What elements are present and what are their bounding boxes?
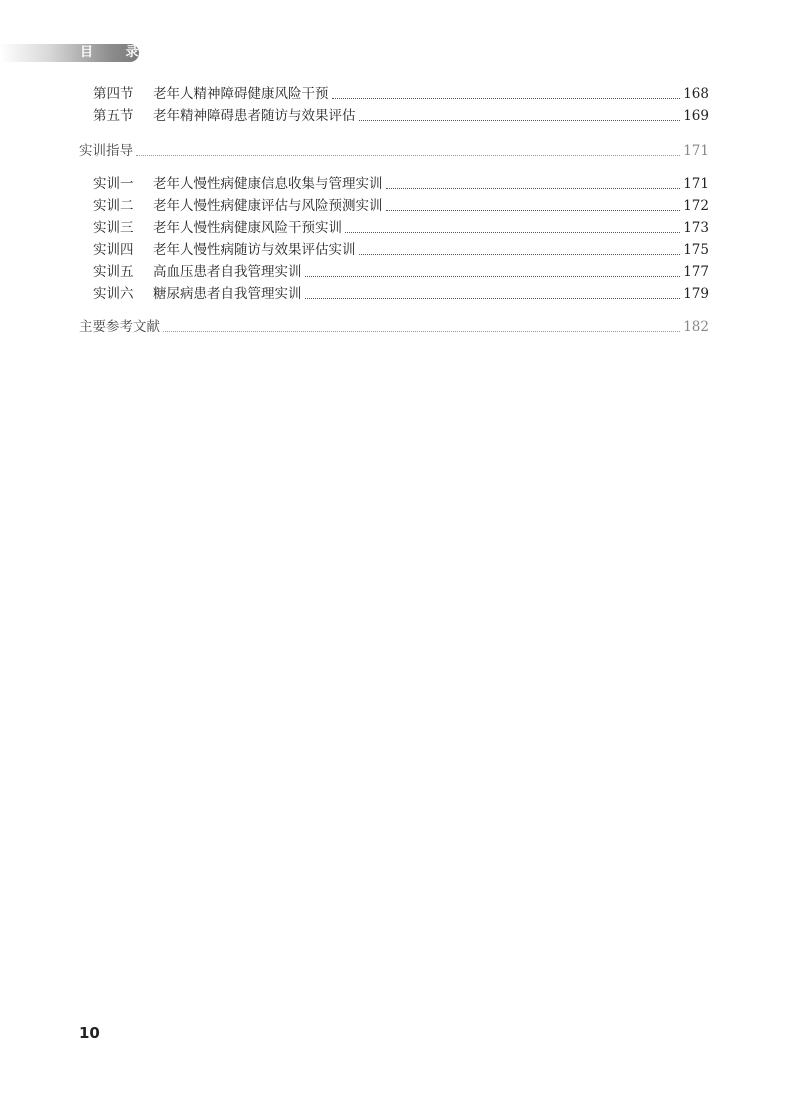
page-number: 10	[79, 1024, 100, 1042]
toc-entry-page: 179	[683, 286, 709, 302]
toc-entry-number: 实训三	[93, 220, 134, 236]
toc-entry-title: 老年人慢性病随访与效果评估实训	[153, 242, 356, 258]
leader-dots	[305, 275, 681, 277]
toc-entry-number: 第四节	[93, 86, 134, 102]
toc-entry-number: 实训四	[93, 242, 134, 258]
toc-entry-title: 糖尿病患者自我管理实训	[153, 286, 302, 302]
toc-entry-page: 175	[683, 242, 709, 258]
toc-entry-title: 老年人慢性病健康信息收集与管理实训	[153, 176, 383, 192]
toc-entry-training-guide[interactable]	[79, 141, 709, 161]
toc-entry-number: 第五节	[93, 108, 134, 124]
toc-entry-title: 实训指导	[79, 143, 133, 159]
leader-dots	[305, 297, 681, 299]
toc-entry-page: 171	[683, 176, 709, 192]
toc-entry-title: 老年人慢性病健康评估与风险预测实训	[153, 198, 383, 214]
leader-dots	[386, 187, 681, 189]
toc-entry-section-5[interactable]	[93, 106, 709, 126]
toc-entry-section-4[interactable]	[93, 84, 709, 104]
leader-dots	[163, 330, 680, 332]
leader-dots	[386, 209, 681, 211]
leader-dots	[359, 253, 681, 255]
toc-entry-title: 高血压患者自我管理实训	[153, 264, 302, 280]
toc-entry-references[interactable]	[79, 317, 709, 337]
leader-dots	[345, 231, 680, 233]
toc-entry-training-4[interactable]	[93, 240, 709, 260]
toc-entry-page: 182	[683, 319, 709, 335]
toc-entry-title: 主要参考文献	[79, 319, 160, 335]
toc-entry-training-1[interactable]	[93, 174, 709, 194]
toc-entry-number: 实训五	[93, 264, 134, 280]
leader-dots	[359, 119, 681, 121]
toc-entry-training-2[interactable]	[93, 196, 709, 216]
toc-entry-page: 168	[683, 86, 709, 102]
toc-entry-training-6[interactable]	[93, 284, 709, 304]
toc-entry-number: 实训一	[93, 176, 134, 192]
leader-dots	[332, 97, 681, 99]
toc-entry-page: 169	[683, 108, 709, 124]
toc-entry-page: 172	[683, 198, 709, 214]
toc-entry-page: 177	[683, 264, 709, 280]
toc-entry-number: 实训二	[93, 198, 134, 214]
toc-entry-number: 实训六	[93, 286, 134, 302]
toc-entry-training-3[interactable]	[93, 218, 709, 238]
toc-entry-title: 老年人慢性病健康风险干预实训	[153, 220, 342, 236]
toc-entry-title: 老年人精神障碍健康风险干预	[153, 86, 329, 102]
toc-entry-page: 173	[683, 220, 709, 236]
toc-entry-title: 老年精神障碍患者随访与效果评估	[153, 108, 356, 124]
toc-entry-training-5[interactable]	[93, 262, 709, 282]
header-title: 目 录	[80, 45, 153, 60]
toc-entry-page: 171	[683, 143, 709, 159]
leader-dots	[136, 154, 680, 156]
